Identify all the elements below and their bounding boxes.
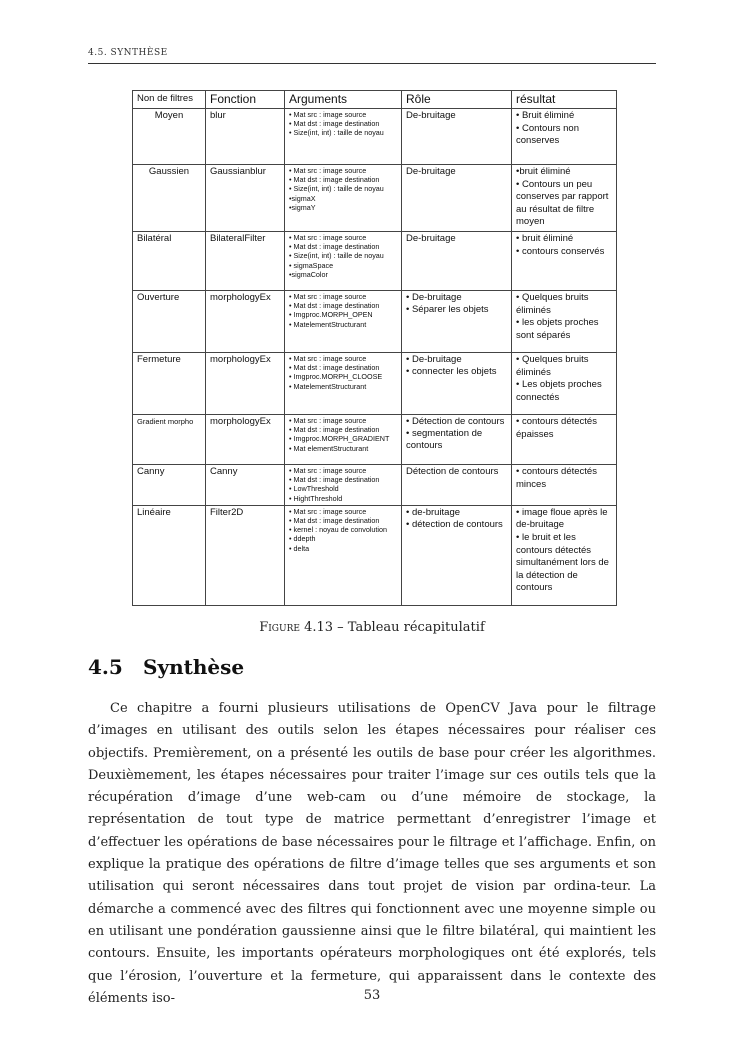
role-cell bbox=[402, 231, 512, 290]
filter-name-cell: Canny bbox=[133, 464, 206, 505]
argument-item: • Mat dst : image destination bbox=[289, 175, 380, 185]
column-header-result: résultat bbox=[512, 91, 617, 109]
argument-item: • Mat src : image source bbox=[289, 110, 367, 119]
filter-name-cell: Gradient morpho bbox=[133, 414, 206, 464]
table-row bbox=[133, 352, 617, 414]
result-item: • bruit éliminé bbox=[516, 232, 574, 244]
filter-name-cell: Bilatéral bbox=[133, 231, 206, 290]
argument-item: • kernel : noyau de convolution bbox=[289, 525, 388, 535]
arguments-cell bbox=[285, 109, 402, 165]
role-cell bbox=[402, 464, 512, 505]
result-item: • Contours non conserves bbox=[516, 122, 580, 147]
role-cell bbox=[402, 352, 512, 414]
argument-item: • Mat src : image source bbox=[289, 166, 367, 175]
argument-item: • Mat dst : image destination bbox=[289, 363, 380, 373]
role-cell bbox=[402, 505, 512, 605]
argument-item: • Mat dst : image destination bbox=[289, 515, 380, 525]
result-item: • contours détectés épaisses bbox=[516, 415, 597, 440]
function-cell: BilateralFilter bbox=[206, 231, 285, 290]
function-cell: morphologyEx bbox=[206, 352, 285, 414]
argument-item: • Mat src : image source bbox=[289, 232, 367, 242]
arguments-cell bbox=[285, 464, 402, 505]
argument-item: • Mat dst : image destination bbox=[289, 301, 380, 311]
argument-item: • ddepth bbox=[289, 534, 316, 544]
role-item: Détection de contours bbox=[406, 465, 499, 477]
role-item: De-bruitage bbox=[406, 166, 456, 177]
argument-item: • Mat src : image source bbox=[289, 465, 367, 475]
argument-item: •sigmaY bbox=[289, 202, 316, 212]
argument-item: • Imgproc.MORPH_GRADIENT bbox=[289, 434, 390, 444]
result-item: • Les objets proches connectés bbox=[516, 379, 602, 403]
filter-name-cell: Gaussien bbox=[133, 165, 206, 232]
argument-item: • Mat src : image source bbox=[289, 353, 367, 363]
filter-name-cell: Linéaire bbox=[133, 505, 206, 605]
result-item: • les objets proches sont séparés bbox=[516, 317, 599, 341]
result-cell bbox=[512, 352, 617, 414]
filter-name-cell: Moyen bbox=[133, 109, 206, 165]
table-row bbox=[133, 290, 617, 352]
role-cell bbox=[402, 165, 512, 232]
filter-name-cell: Ouverture bbox=[133, 290, 206, 352]
role-item: • Séparer les objets bbox=[406, 303, 489, 315]
table-row bbox=[133, 109, 617, 165]
result-cell bbox=[512, 464, 617, 505]
argument-item: • sigmaSpace bbox=[289, 260, 334, 270]
argument-item: • delta bbox=[289, 543, 310, 553]
role-item: • détection de contours bbox=[406, 518, 503, 530]
table-row bbox=[133, 414, 617, 464]
function-cell: Canny bbox=[206, 464, 285, 505]
argument-item: • LowThreshold bbox=[289, 484, 339, 494]
result-cell bbox=[512, 231, 617, 290]
table-row bbox=[133, 231, 617, 290]
section-heading bbox=[88, 655, 656, 679]
argument-item: • Imgproc.MORPH_OPEN bbox=[289, 310, 373, 320]
role-item: De-bruitage bbox=[406, 232, 456, 244]
role-item: • De-bruitage bbox=[406, 291, 462, 303]
argument-item: • Mat elementStructurant bbox=[289, 443, 369, 453]
page-number: 53 bbox=[363, 988, 381, 1003]
role-item: • connecter les objets bbox=[406, 365, 497, 377]
column-header-arguments: Arguments bbox=[285, 91, 402, 109]
role-item: • De-bruitage bbox=[406, 353, 462, 365]
figure-caption bbox=[88, 620, 656, 635]
running-head: 4.5. SYNTHÈSE bbox=[88, 48, 168, 58]
result-item: • Quelques bruits éliminés bbox=[516, 291, 589, 316]
argument-item: • MatelementStructurant bbox=[289, 381, 367, 391]
arguments-cell bbox=[285, 165, 402, 232]
role-item: • segmentation de contours bbox=[406, 427, 483, 451]
result-cell bbox=[512, 505, 617, 605]
header-rule bbox=[88, 63, 656, 64]
function-cell: morphologyEx bbox=[206, 290, 285, 352]
argument-item: • HightThreshold bbox=[289, 493, 343, 503]
column-header-filter-name: Non de filtres bbox=[133, 91, 206, 109]
argument-item: • Mat src : image source bbox=[289, 415, 367, 425]
argument-item: • Mat dst : image destination bbox=[289, 242, 380, 252]
arguments-cell bbox=[285, 352, 402, 414]
argument-item: • Mat dst : image destination bbox=[289, 119, 380, 129]
result-item: •bruit éliminé bbox=[516, 166, 571, 177]
result-item: • le bruit et les contours détectés simultanément lors de la détection de contours bbox=[516, 531, 609, 594]
result-cell bbox=[512, 165, 617, 232]
argument-item: • Size(int, int) : taille de noyau bbox=[289, 128, 384, 138]
table-header-row bbox=[133, 91, 617, 109]
result-item: • image floue après le de-bruitage bbox=[516, 506, 608, 531]
argument-item: • Mat dst : image destination bbox=[289, 425, 380, 435]
argument-item: • Size(int, int) : taille de noyau bbox=[289, 184, 384, 194]
argument-item: •sigmaX bbox=[289, 193, 316, 203]
function-cell: Gaussianblur bbox=[206, 165, 285, 232]
column-header-function: Fonction bbox=[206, 91, 285, 109]
role-cell bbox=[402, 109, 512, 165]
arguments-cell bbox=[285, 290, 402, 352]
column-header-role: Rôle bbox=[402, 91, 512, 109]
table-row bbox=[133, 165, 617, 232]
role-item: De-bruitage bbox=[406, 110, 456, 121]
result-cell bbox=[512, 109, 617, 165]
result-item: • Bruit éliminé bbox=[516, 110, 575, 121]
result-cell bbox=[512, 290, 617, 352]
table-row bbox=[133, 464, 617, 505]
role-item: • Détection de contours bbox=[406, 415, 505, 427]
role-cell bbox=[402, 290, 512, 352]
filter-name-cell: Fermeture bbox=[133, 352, 206, 414]
arguments-cell bbox=[285, 414, 402, 464]
function-cell: Filter2D bbox=[206, 505, 285, 605]
section-title: Synthèse bbox=[143, 655, 245, 679]
role-cell bbox=[402, 414, 512, 464]
argument-item: • MatelementStructurant bbox=[289, 319, 367, 329]
argument-item: • Mat dst : image destination bbox=[289, 475, 380, 485]
result-item: • Contours un peu conserves par rapport au résultat de filtre moyen bbox=[516, 178, 609, 228]
arguments-cell bbox=[285, 505, 402, 605]
argument-item: • Size(int, int) : taille de noyau bbox=[289, 251, 384, 261]
argument-item: • Imgproc.MORPH_CLOOSE bbox=[289, 372, 383, 382]
body-paragraph: Ce chapitre a fourni plusieurs utilisations de OpenCV Java pour le filtrage d’images en utilisant des outils selon les étapes nécessaires pour réaliser ces objectifs. Premièrement, on a présenté les outils de base pour créer les algorithmes. Deuxièmement, les étapes nécessaires pour traiter l’image sur ces outils tels que la récupération d’image d’une web-cam ou d’une mémoire de stockage, la représentation de tout type de matrice permettant d’enregistrer l’image et d’effectuer les opérations de base nécessaires pour le filtrage et l’affichage. Enfin, on explique la pratique des opérations de filtre d’image telles que ses arguments et son utilisation qui seront nécessaires dans tout projet de vision par ordina-teur. La démarche a commencé avec des filtres qui fonctionnent avec une moyenne simple ou en utilisant une pondération gaussienne ainsi que le filtre bilatéral, qui maintient les contours. Ensuite, les importants opérateurs morphologiques ont été explorés, tels que l’érosion, l’ouverture et la fermeture, qui apparaissent dans le contexte des éléments iso- bbox=[88, 701, 656, 1006]
summary-table bbox=[132, 90, 617, 606]
role-item: • de-bruitage bbox=[406, 506, 461, 518]
figure-label: Figure 4.13 bbox=[259, 620, 334, 635]
argument-item: • Mat src : image source bbox=[289, 291, 367, 301]
function-cell: blur bbox=[206, 109, 285, 165]
result-item: • Quelques bruits éliminés bbox=[516, 353, 589, 378]
caption-separator: – bbox=[337, 620, 344, 635]
result-cell bbox=[512, 414, 617, 464]
caption-text: Tableau récapitulatif bbox=[347, 620, 485, 635]
argument-item: •sigmaColor bbox=[289, 269, 328, 279]
function-cell: morphologyEx bbox=[206, 414, 285, 464]
result-item: • contours détectés minces bbox=[516, 465, 597, 490]
argument-item: • Mat src : image source bbox=[289, 506, 367, 516]
table-row bbox=[133, 505, 617, 605]
result-item: • contours conservés bbox=[516, 245, 605, 257]
arguments-cell bbox=[285, 231, 402, 290]
section-number: 4.5 bbox=[88, 655, 123, 679]
